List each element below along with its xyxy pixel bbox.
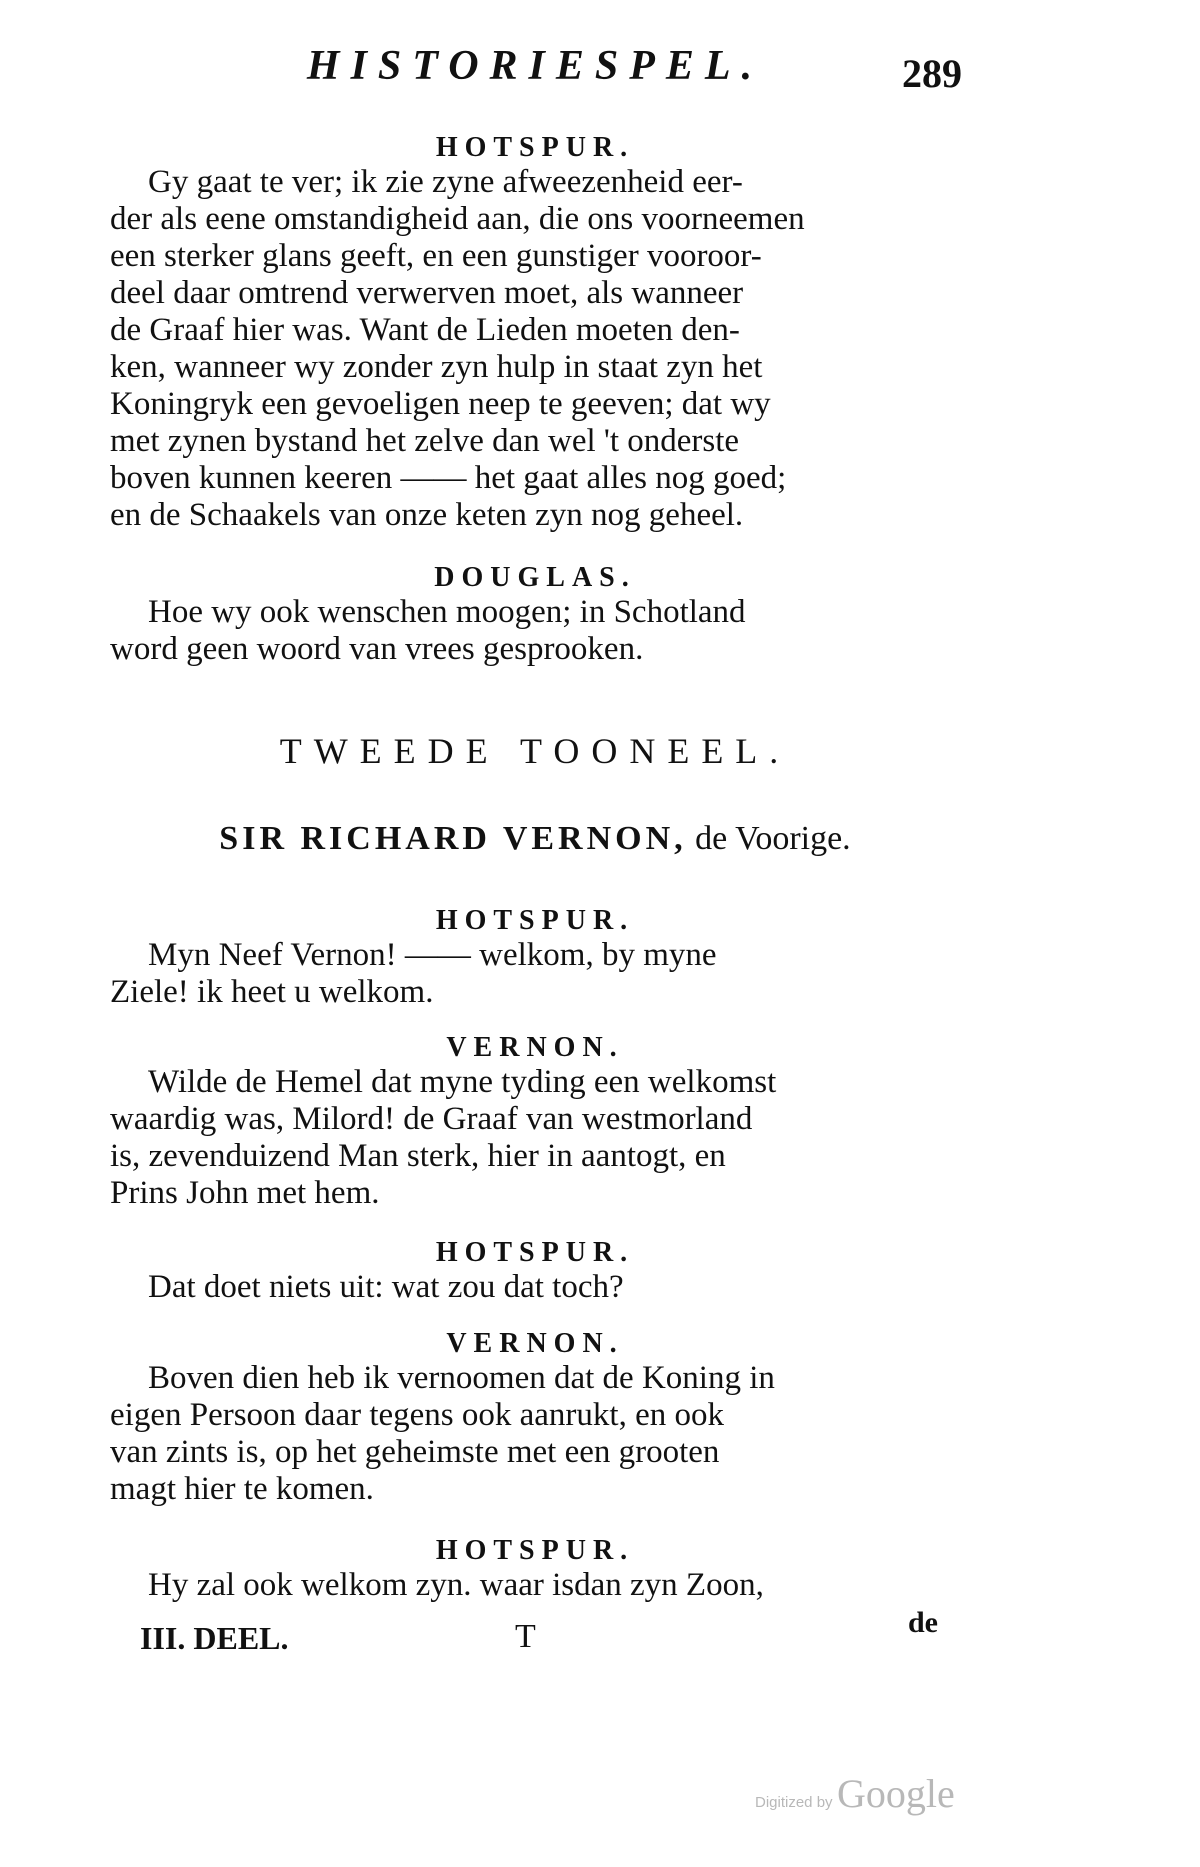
speech-line: der als eene omstandigheid aan, die ons voorneemen <box>110 201 805 237</box>
speech-line: Prins John met hem. <box>110 1175 380 1211</box>
scene-title: TWEEDE TOONEEL. <box>279 731 791 771</box>
speech-block-hotspur-2 <box>110 905 960 1011</box>
page-number: 289 <box>902 51 962 96</box>
speech-line: een sterker glans geeft, en een gunstiger vooroor- <box>110 238 762 274</box>
speech-line: Hy zal ook welkom zyn. waar isdan zyn Zoon, <box>148 1567 764 1603</box>
scene-character-name: SIR RICHARD VERNON, <box>219 820 687 857</box>
speech-line: ken, wanneer wy zonder zyn hulp in staat zyn het <box>110 349 763 385</box>
speech-line: Wilde de Hemel dat myne tyding een welkomst <box>148 1064 777 1100</box>
speech-line: deel daar omtrend verwerven moet, als wanneer <box>110 275 744 311</box>
speech-line: magt hier te komen. <box>110 1471 374 1507</box>
speech-block-hotspur-4 <box>110 1535 960 1604</box>
watermark-brand: Google <box>837 1771 955 1816</box>
running-title: HISTORIESPEL. <box>306 43 764 89</box>
speaker-name: HOTSPUR. <box>435 1535 635 1566</box>
watermark-prefix: Digitized by <box>755 1794 833 1811</box>
speaker-name: VERNON. <box>446 1328 624 1359</box>
speech-line: Myn Neef Vernon! —— welkom, by myne <box>148 937 717 973</box>
speech-line: Hoe wy ook wenschen moogen; in Schotland <box>148 594 746 630</box>
speech-line: eigen Persoon daar tegens ook aanrukt, en ook <box>110 1397 724 1433</box>
speech-line: word geen woord van vrees gesprooken. <box>110 631 644 667</box>
scene-character-note: de Voorige. <box>686 820 851 857</box>
speech-block-hotspur-3 <box>110 1237 960 1306</box>
speech-line: Dat doet niets uit: wat zou dat toch? <box>148 1269 624 1305</box>
speech-line: Boven dien heb ik vernoomen dat de Koning in <box>148 1360 775 1396</box>
speech-line: de Graaf hier was. Want de Lieden moeten den- <box>110 312 740 348</box>
speech-line: met zynen bystand het zelve dan wel 't onderste <box>110 423 740 459</box>
speech-line: Gy gaat te ver; ik zie zyne afweezenheid eer- <box>148 164 743 200</box>
catchword: de <box>908 1606 938 1639</box>
speech-block-vernon-2 <box>110 1328 960 1508</box>
speech-line: waardig was, Milord! de Graaf van westmorland <box>110 1101 753 1137</box>
speaker-name: DOUGLAS. <box>434 562 636 593</box>
speech-line: Koningryk een gevoeligen neep te geeven; dat wy <box>110 386 771 422</box>
volume-marker: III. DEEL. <box>140 1620 289 1656</box>
speech-line: en de Schaakels van onze keten zyn nog geheel. <box>110 497 744 533</box>
speaker-name: HOTSPUR. <box>435 1237 635 1268</box>
speech-block-douglas <box>110 562 960 668</box>
speech-block-vernon-1 <box>110 1032 960 1212</box>
digitized-watermark <box>755 1770 955 1817</box>
speaker-name: HOTSPUR. <box>435 905 635 936</box>
speaker-name: VERNON. <box>446 1032 624 1063</box>
speech-line: van zints is, op het geheimste met een grooten <box>110 1434 720 1470</box>
speaker-name: HOTSPUR. <box>435 132 635 163</box>
speech-line: Ziele! ik heet u welkom. <box>110 974 434 1010</box>
speech-line: is, zevenduizend Man sterk, hier in aantogt, en <box>110 1138 726 1174</box>
scene-characters <box>110 820 960 858</box>
signature-mark: T <box>515 1618 536 1655</box>
speech-block-hotspur-1 <box>110 132 960 534</box>
speech-line: boven kunnen keeren —— het gaat alles nog goed; <box>110 460 787 496</box>
